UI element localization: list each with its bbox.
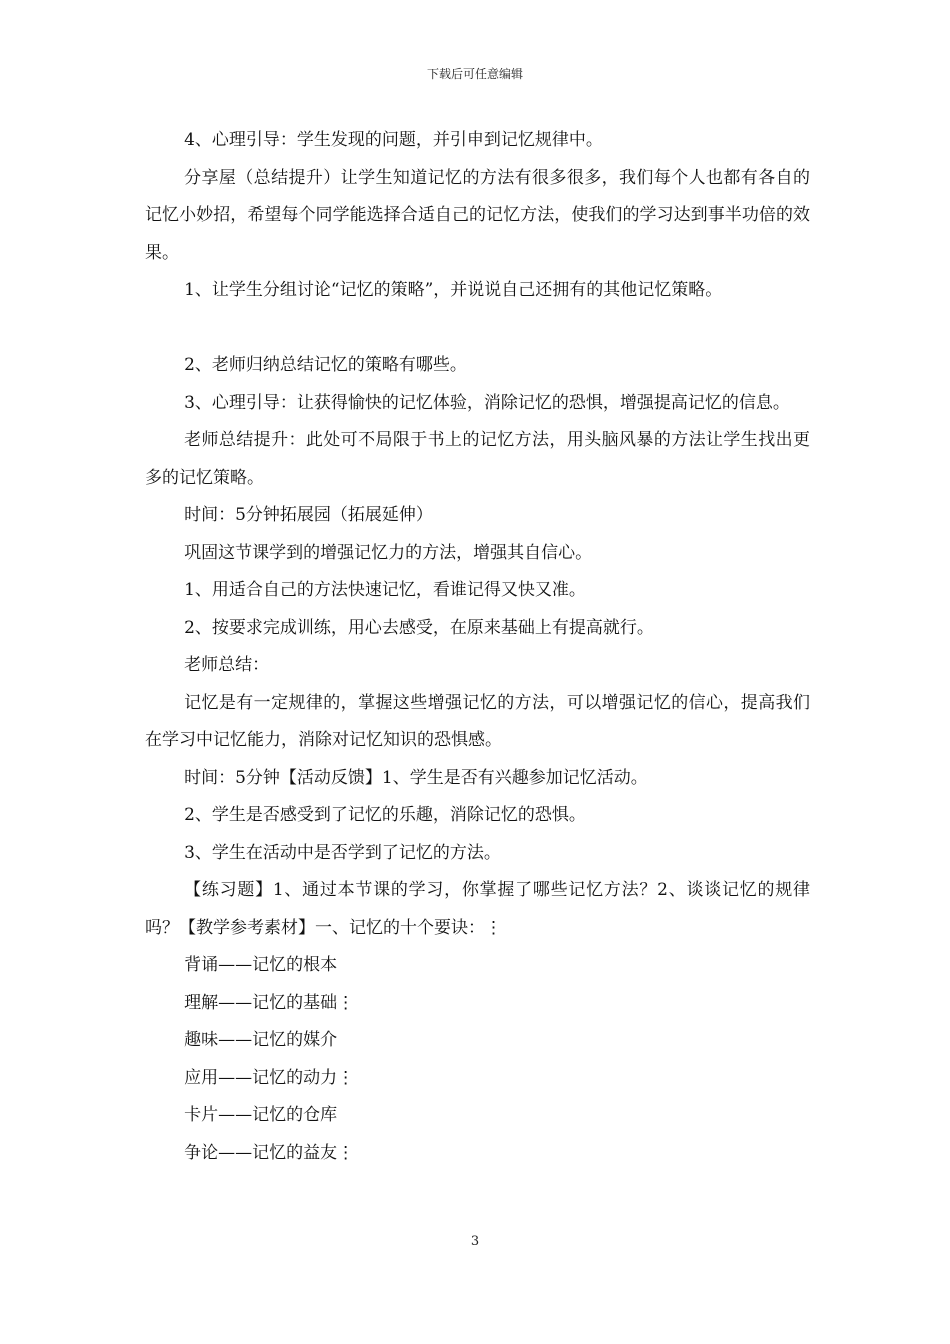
paragraph: 2、老师归纳总结记忆的策略有哪些。 — [184, 355, 467, 375]
list-item: 争论——记忆的益友⋮ — [184, 1142, 355, 1163]
paragraph: 时间：5分钟拓展园（拓展延伸） — [184, 505, 433, 525]
paragraph: 【练习题】1、通过本节课的学习，你掌握了哪些记忆方法？2、谈谈记忆的规律吗？【教学参考素材】一、记忆的十个要诀：⋮ — [145, 880, 810, 938]
page-number: 3 — [470, 1234, 480, 1249]
list-item: 趣味——记忆的媒介 — [184, 1030, 338, 1050]
blank-line — [145, 310, 810, 348]
document-body — [145, 122, 810, 1172]
paragraph: 3、心理引导：让获得愉快的记忆体验，消除记忆的恐惧，增强提高记忆的信息。 — [184, 392, 790, 413]
paragraph: 老师总结： — [184, 655, 270, 675]
paragraph: 时间：5分钟【活动反馈】1、学生是否有兴趣参加记忆活动。 — [184, 767, 648, 788]
paragraph: 1、让学生分组讨论“记忆的策略”，并说说自己还拥有的其他记忆策略。 — [184, 280, 723, 300]
list-item: 应用——记忆的动力⋮ — [184, 1067, 355, 1088]
page-header: 下载后可任意编辑 — [426, 67, 523, 81]
paragraph: 分享屋（总结提升）让学生知道记忆的方法有很多很多，我们每个人也都有各自的记忆小妙招，希望每个同学能选择合适自己的记忆方法，使我们的学习达到事半功倍的效果。 — [145, 167, 810, 263]
list-item: 理解——记忆的基础⋮ — [184, 992, 355, 1013]
paragraph: 1、用适合自己的方法快速记忆，看谁记得又快又准。 — [184, 580, 586, 600]
paragraph: 2、按要求完成训练，用心去感受，在原来基础上有提高就行。 — [184, 617, 654, 638]
paragraph: 老师总结提升：此处可不局限于书上的记忆方法，用头脑风暴的方法让学生找出更多的记忆策略。 — [145, 430, 810, 488]
paragraph: 2、学生是否感受到了记忆的乐趣，消除记忆的恐惧。 — [184, 805, 586, 825]
paragraph: 4、心理引导：学生发现的问题，并引申到记忆规律中。 — [184, 130, 603, 150]
paragraph: 3、学生在活动中是否学到了记忆的方法。 — [184, 842, 501, 863]
list-item: 背诵——记忆的根本 — [184, 955, 338, 975]
paragraph: 记忆是有一定规律的，掌握这些增强记忆的方法，可以增强记忆的信心，提高我们在学习中记忆能力，消除对记忆知识的恐惧感。 — [145, 692, 810, 750]
list-item: 卡片——记忆的仓库 — [184, 1105, 338, 1125]
paragraph: 巩固这节课学到的增强记忆力的方法，增强其自信心。 — [184, 542, 593, 563]
